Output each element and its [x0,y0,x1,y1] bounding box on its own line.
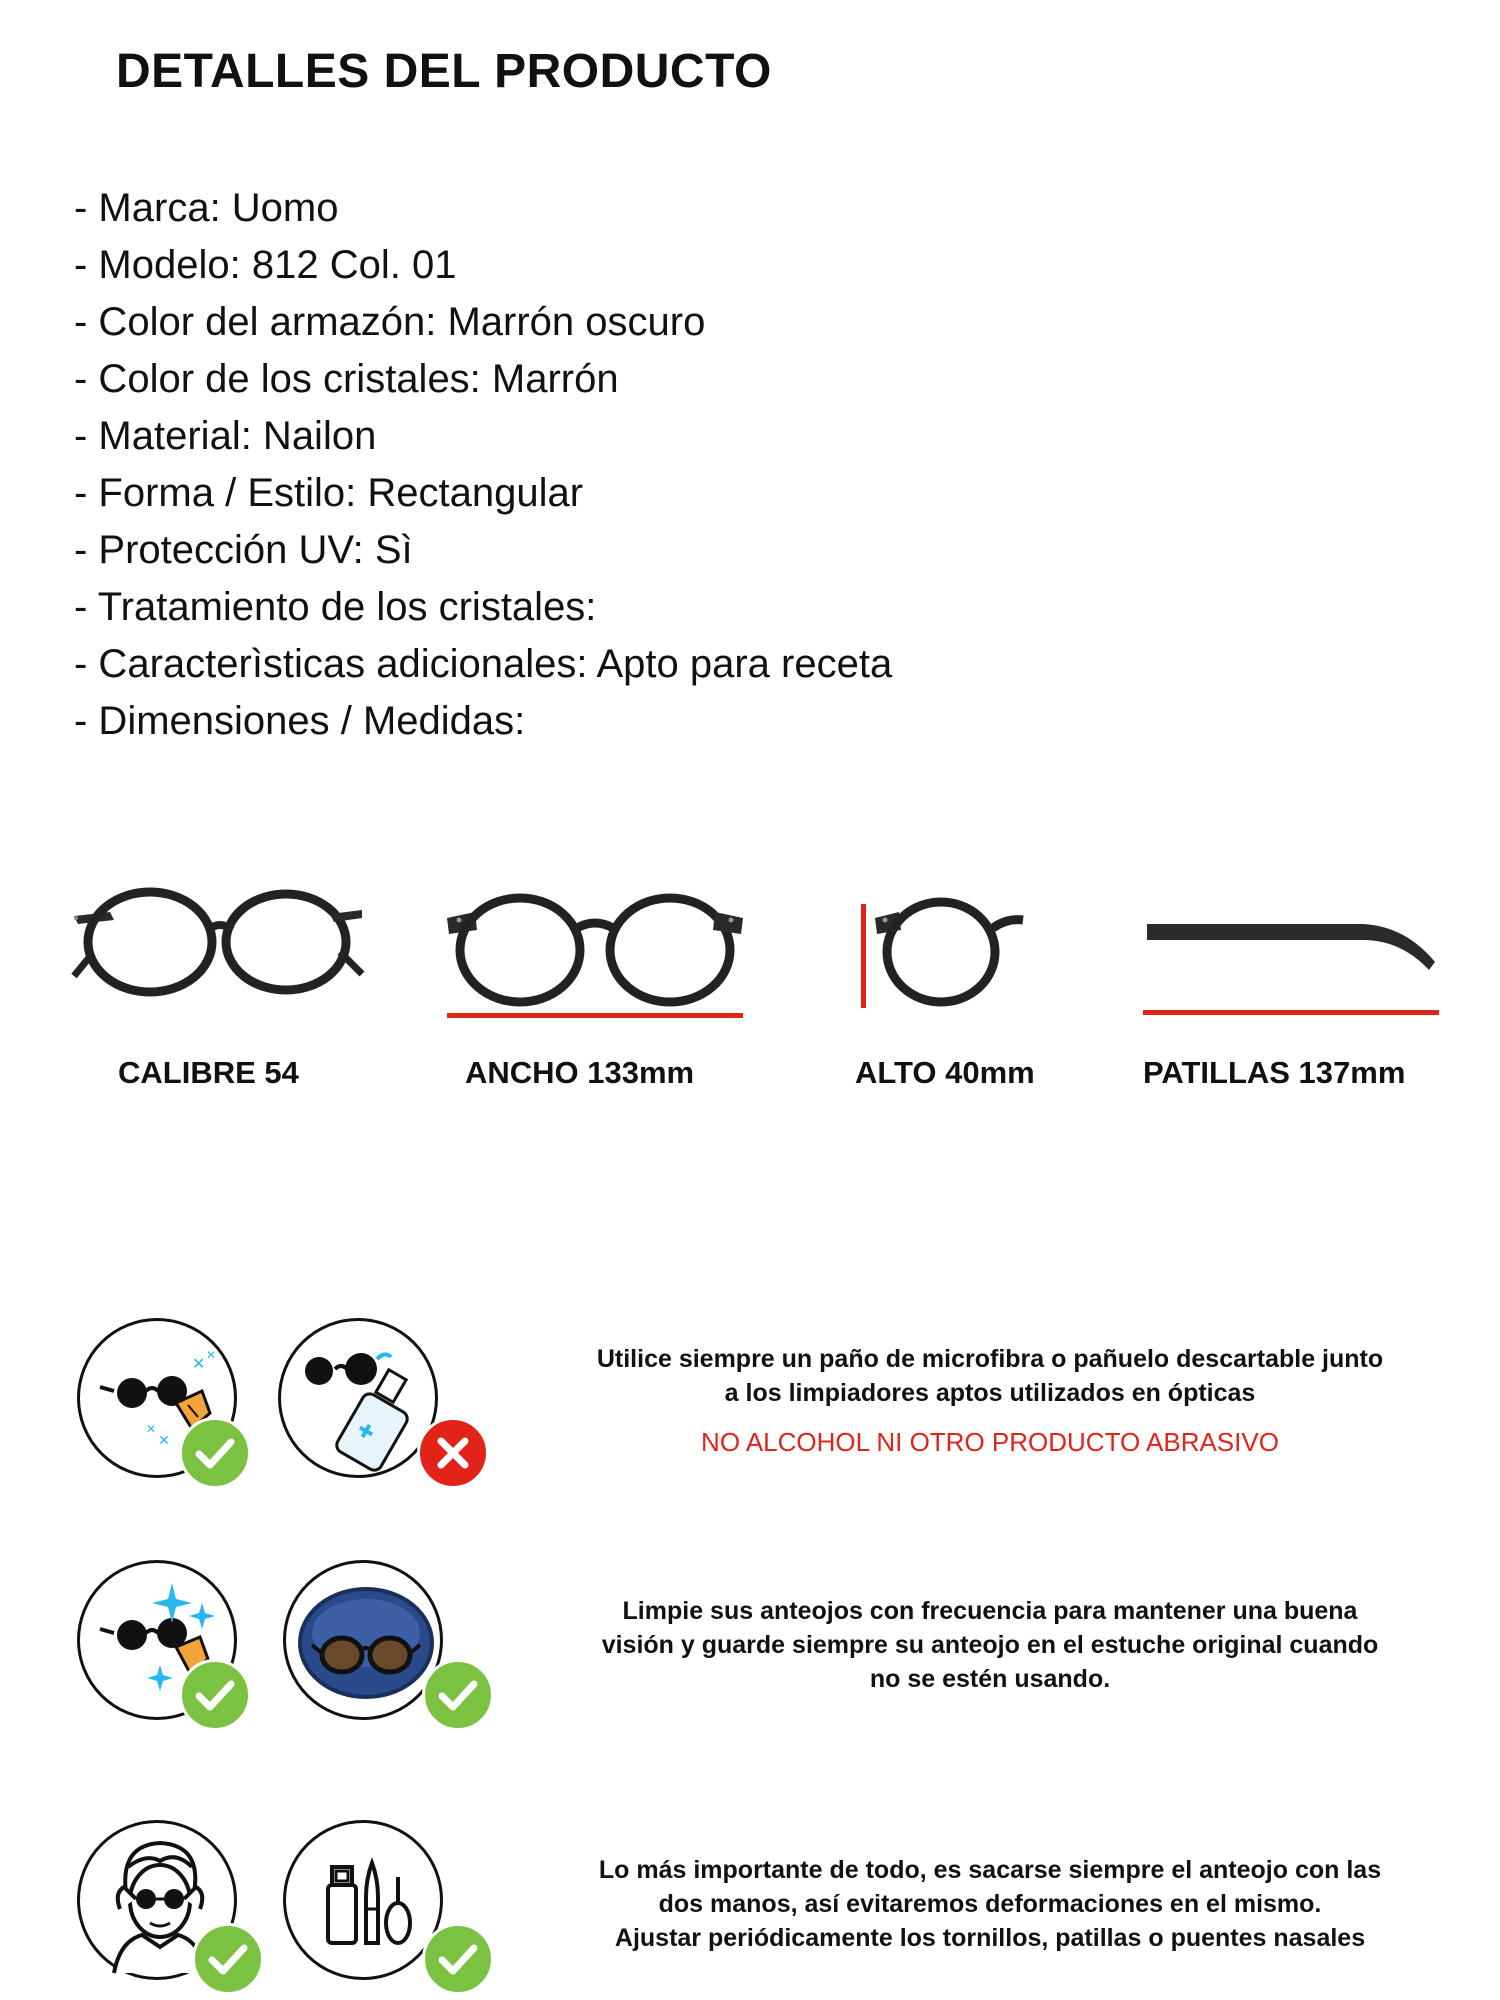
glasses-half-icon [855,890,1035,1020]
person-two-hands-icon [77,1820,237,1980]
check-icon [422,1659,494,1731]
care-line: Utilice siempre un paño de microfibra o pañuelo descartable junto [596,1345,1384,1373]
glasses-angled-icon [70,890,370,1000]
check-icon [192,1923,264,1995]
care-text-handling [550,1853,1430,1955]
page-title: DETALLES DEL PRODUCTO [116,45,772,98]
check-icon [179,1659,251,1731]
glasses-case-icon [283,1560,443,1720]
svg-text:✕: ✕ [158,1433,170,1449]
spec-brand: - Marca: Uomo [74,186,339,230]
calibre-label: CALIBRE 54 [118,1055,299,1090]
sparkle-clean-icon [77,1560,237,1720]
check-icon [179,1417,251,1489]
svg-text:✕: ✕ [192,1354,206,1373]
screwdriver-tools-icon [283,1820,443,1980]
no-alcohol-warning: NO ALCOHOL NI OTRO PRODUCTO ABRASIVO [701,1427,1279,1457]
microfiber-cloth-icon [77,1318,237,1478]
spec-model: - Modelo: 812 Col. 01 [74,243,457,287]
svg-text:✕: ✕ [206,1348,217,1362]
spec-additional-features: - Caracterìsticas adicionales: Apto para receta [74,642,893,686]
ancho-label: ANCHO 133mm [465,1055,695,1090]
spec-uv-protection: - Protección UV: Sì [74,528,413,572]
spec-dimensions: - Dimensiones / Medidas: [74,699,526,743]
spec-list [74,180,892,750]
dimension-ancho [445,890,745,1090]
care-line: no se estén usando. [869,1665,1111,1693]
check-icon [422,1923,494,1995]
svg-text:✕: ✕ [146,1422,157,1436]
spec-lens-treatment: - Tratamiento de los cristales: [74,585,597,629]
spec-material: - Material: Nailon [74,414,377,458]
temple-arm-icon [1143,890,1453,1020]
care-text-storage [550,1594,1430,1696]
patillas-label: PATILLAS 137mm [1143,1055,1406,1090]
dimension-alto [855,890,1055,1090]
glasses-front-icon [445,890,745,1020]
spec-shape: - Forma / Estilo: Rectangular [74,471,584,515]
spec-lens-color: - Color de los cristales: Marrón [74,357,619,401]
care-line: a los limpiadores aptos utilizados en ópticas [724,1379,1256,1407]
care-line: visión y guarde siempre su anteojo en el estuche original cuando [601,1631,1379,1659]
care-line: Ajustar periódicamente los tornillos, patillas o puentes nasales [614,1924,1366,1952]
alto-label: ALTO 40mm [855,1055,1035,1090]
care-line: Limpie sus anteojos con frecuencia para mantener una buena [622,1597,1358,1625]
spray-bottle-icon [278,1318,438,1478]
care-line: Lo más importante de todo, es sacarse siempre el anteojo con las [598,1856,1382,1884]
care-text-cleaning [550,1342,1430,1410]
cross-icon [417,1417,489,1489]
spec-frame-color: - Color del armazón: Marrón oscuro [74,300,706,344]
dimension-calibre [70,890,370,1090]
dimension-patillas [1143,890,1453,1090]
care-line: dos manos, así evitaremos deformaciones en el mismo. [658,1890,1322,1918]
